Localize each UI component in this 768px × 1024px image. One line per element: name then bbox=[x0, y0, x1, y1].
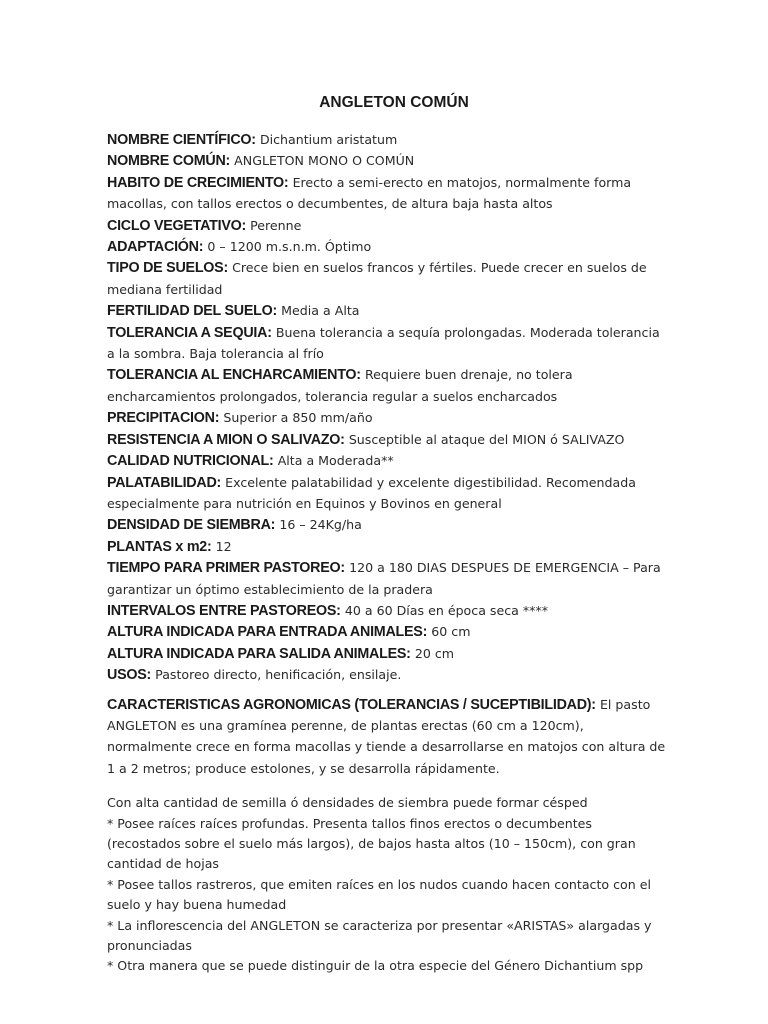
field-value: Alta a Moderada** bbox=[277, 453, 394, 469]
field-first-grazing bbox=[107, 558, 667, 601]
notes-list bbox=[107, 793, 667, 977]
note-item: * La inflorescencia del ANGLETON se caracteriza por presentar «ARISTAS» alargadas y pronunciadas bbox=[107, 917, 652, 954]
field-value: Dichantium aristatum bbox=[259, 132, 398, 147]
note-item: * Posee raíces raíces profundas. Presenta tallos finos erectos o decumbentes (recostados sobre el suelo más largos), de bajos hasta altos (10 – 150cm), con gran cantidad de hojas bbox=[107, 815, 636, 872]
note-item: * Posee tallos rastreros, que emiten raíces en los nudos cuando hacen contacto con el suelo y hay buena humedad bbox=[107, 876, 651, 913]
field-label: NOMBRE CIENTÍFICO: bbox=[107, 132, 256, 148]
field-waterlogging-tolerance bbox=[107, 365, 667, 408]
field-palatability bbox=[107, 473, 667, 516]
field-uses bbox=[107, 665, 667, 686]
field-precipitation bbox=[107, 408, 667, 429]
field-soil-fertility bbox=[107, 301, 667, 322]
field-scientific-name bbox=[107, 130, 667, 151]
field-common-name bbox=[107, 151, 667, 172]
field-value: Superior a 850 mm/año bbox=[223, 410, 373, 426]
field-label: TIPO DE SUELOS: bbox=[107, 260, 228, 277]
field-label: PRECIPITACION: bbox=[107, 410, 220, 427]
field-growth-habit bbox=[107, 173, 667, 216]
field-value: ANGLETON MONO O COMÚN bbox=[234, 153, 415, 169]
field-label: PLANTAS x m2: bbox=[107, 538, 212, 555]
field-label: USOS: bbox=[107, 667, 152, 684]
field-label: TOLERANCIA A SEQUIA: bbox=[107, 324, 272, 341]
field-label: NOMBRE COMÚN: bbox=[107, 153, 231, 170]
field-pest-resistance bbox=[107, 430, 667, 451]
field-grazing-intervals bbox=[107, 601, 667, 622]
field-label: ALTURA INDICADA PARA SALIDA ANIMALES: bbox=[107, 645, 411, 662]
field-label: HABITO DE CRECIMIENTO: bbox=[107, 174, 289, 191]
field-value: Excelente palatabilidad y excelente digestibilidad. Recomendada especialmente para nutrición en Equinos y Bovinos en general bbox=[107, 474, 636, 511]
agronomic-characteristics bbox=[107, 695, 667, 781]
field-value: 20 cm bbox=[414, 645, 455, 661]
section-label: CARACTERISTICAS AGRONOMICAS (TOLERANCIAS / SUCEPTIBILIDAD): bbox=[107, 696, 596, 713]
field-value: Crece bien en suelos francos y fértiles. Puede crecer en suelos de mediana fertilidad bbox=[107, 260, 647, 297]
field-label: TIEMPO PARA PRIMER PASTOREO: bbox=[107, 560, 345, 577]
field-value: 120 a 180 DIAS DESPUES DE EMERGENCIA – Para garantizar un óptimo establecimiento de la pradera bbox=[107, 560, 661, 597]
field-vegetative-cycle bbox=[107, 216, 667, 237]
field-label: DENSIDAD DE SIEMBRA: bbox=[107, 517, 276, 534]
field-seeding-density bbox=[107, 515, 667, 536]
field-label: FERTILIDAD DEL SUELO: bbox=[107, 303, 278, 320]
field-label: RESISTENCIA A MION O SALIVAZO: bbox=[107, 431, 345, 448]
field-label: TOLERANCIA AL ENCHARCAMIENTO: bbox=[107, 367, 361, 384]
field-label: ADAPTACIÓN: bbox=[107, 239, 204, 256]
note-item: * Otra manera que se puede distinguir de la otra especie del Género Dichantium spp bbox=[107, 958, 644, 974]
document-title: ANGLETON COMÚN bbox=[319, 94, 469, 111]
field-value: 60 cm bbox=[431, 624, 471, 640]
field-value: 16 – 24Kg/ha bbox=[279, 517, 362, 533]
field-value: Susceptible al ataque del MION ó SALIVAZO bbox=[348, 431, 625, 447]
field-value: 40 a 60 Días en época seca **** bbox=[344, 602, 549, 618]
field-label: PALATABILIDAD: bbox=[107, 474, 222, 491]
field-drought-tolerance bbox=[107, 323, 667, 366]
field-nutritional-quality bbox=[107, 451, 667, 472]
field-value: Buena tolerancia a sequía prolongadas. Moderada tolerancia a la sombra. Baja tolerancia al frío bbox=[107, 324, 660, 362]
note-item: Con alta cantidad de semilla ó densidades de siembra puede formar césped bbox=[107, 795, 588, 811]
field-label: ALTURA INDICADA PARA ENTRADA ANIMALES: bbox=[107, 624, 428, 641]
field-value: Media a Alta bbox=[281, 303, 360, 319]
field-soil-type bbox=[107, 258, 667, 301]
field-value: Perenne bbox=[250, 217, 302, 233]
field-value: 0 – 1200 m.s.n.m. Óptimo bbox=[207, 239, 372, 255]
field-exit-height bbox=[107, 644, 667, 665]
field-list bbox=[107, 130, 667, 687]
field-value: Erecto a semi-erecto en matojos, normalmente forma macollas, con tallos erectos o decumbentes, de altura baja hasta altos bbox=[107, 174, 632, 212]
field-label: CALIDAD NUTRICIONAL: bbox=[107, 453, 274, 470]
field-entry-height bbox=[107, 622, 667, 643]
field-adaptation bbox=[107, 237, 667, 258]
field-value: Pastoreo directo, henificación, ensilaje. bbox=[155, 667, 402, 683]
document-body bbox=[107, 93, 667, 977]
field-label: INTERVALOS ENTRE PASTOREOS: bbox=[107, 602, 341, 619]
field-plants-per-m2 bbox=[107, 537, 667, 558]
section-text: El pasto ANGLETON es una gramínea perenne, de plantas erectas (60 cm a 120cm), normalmente crece en forma macollas y tiende a desarrollarse en matojos con altura de 1 a 2 metros; produce estolones, y se desarrolla rápidamente. bbox=[107, 696, 666, 776]
field-value: 12 bbox=[215, 538, 232, 554]
field-value: Requiere buen drenaje, no tolera encharcamientos prolongados, tolerancia regular a suelos encharcados bbox=[107, 367, 573, 404]
field-label: CICLO VEGETATIVO: bbox=[107, 217, 246, 234]
